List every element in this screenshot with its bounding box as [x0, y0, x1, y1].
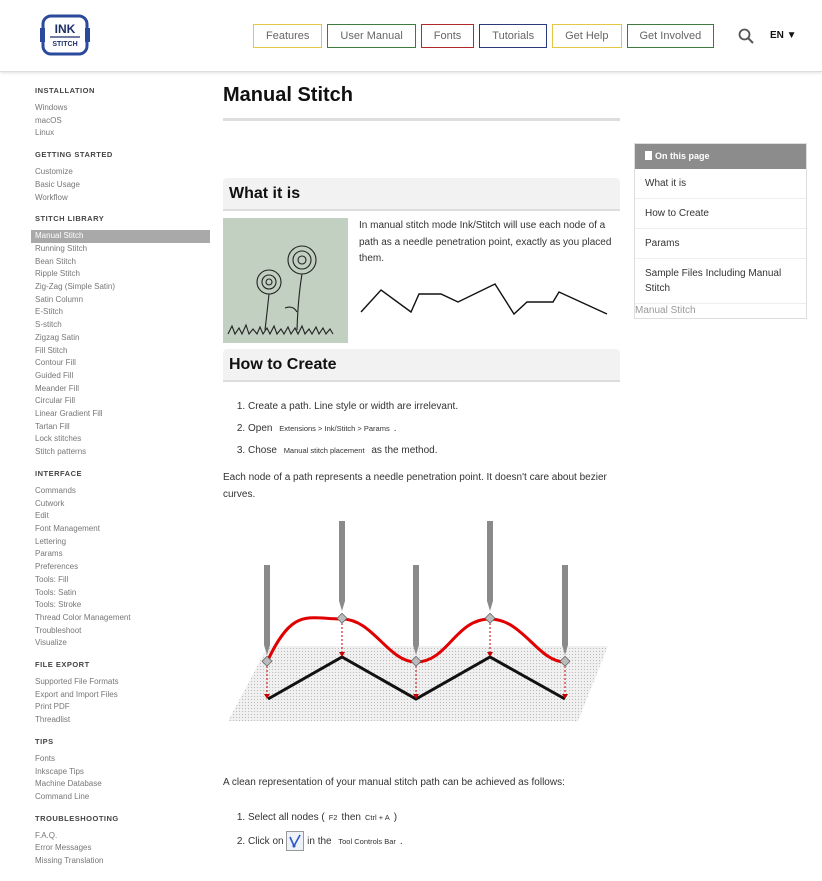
step-create-path: 1. Create a path. Line style or width are irrelevant. [248, 396, 620, 418]
language-selector[interactable]: EN ▼ [770, 30, 797, 41]
sidebar-link[interactable]: Preferences [35, 562, 79, 572]
sidebar-link[interactable]: Lettering [35, 536, 67, 546]
sidebar-section [35, 660, 210, 727]
sidebar-heading: TIPS [35, 736, 54, 746]
clean-steps [223, 806, 620, 854]
sidebar-heading: GETTING STARTED [35, 150, 113, 160]
nav-tutorials[interactable]: Tutorials [479, 24, 547, 48]
sidebar-link[interactable]: Customize [35, 167, 73, 177]
document-icon [645, 151, 652, 160]
logo-text-stitch: STITCH [52, 41, 78, 48]
menu-path-params: Extensions > Ink/Stitch > Params [279, 424, 390, 433]
sidebar-link[interactable]: Stitch patterns [35, 447, 87, 457]
sidebar-link[interactable]: S-stitch [35, 320, 62, 330]
node-description: Each node of a path represents a needle penetration point. It doesn't care about bezier curves. [223, 472, 607, 500]
logo-text-ink: INK [54, 22, 76, 36]
nav-user-manual[interactable]: User Manual [327, 24, 415, 48]
step-select-all-nodes: 1. Select all nodes ( F2 then Ctrl + A ) [248, 806, 620, 830]
sidebar-link[interactable]: Workflow [35, 192, 68, 202]
sidebar-section [35, 737, 210, 804]
sidebar-link[interactable]: Params [35, 549, 63, 559]
sidebar-section [35, 150, 210, 204]
sidebar-link[interactable]: Ripple Stitch [35, 269, 80, 279]
toc-heading: On this page [635, 144, 806, 169]
sidebar-link[interactable]: Zigzag Satin [35, 332, 80, 342]
sidebar-link[interactable]: Troubleshoot [35, 625, 82, 635]
site-header [0, 0, 822, 72]
sidebar-heading: INTERFACE [35, 468, 83, 478]
sidebar-heading: INSTALLATION [35, 86, 95, 95]
sidebar-link[interactable]: Machine Database [35, 779, 102, 789]
sidebar-link[interactable]: Fonts [35, 753, 56, 763]
sidebar-link[interactable]: Export and Import Files [35, 689, 118, 699]
toc-footer-link[interactable]: Manual Stitch [635, 305, 696, 316]
what-it-is-text: In manual stitch mode Ink/Stitch will use each node of a path as a needle penetration point, exactly as you placed them. [359, 220, 612, 264]
sidebar-link[interactable]: Visualize [35, 638, 67, 648]
clean-representation-text: A clean representation of your manual stitch path can be achieved as follows: [223, 777, 565, 788]
page-title: Manual Stitch [223, 84, 620, 121]
sidebar-nav [35, 86, 210, 878]
sidebar-link[interactable]: Missing Translation [35, 856, 104, 866]
section-heading-how-to-create: How to Create [223, 349, 620, 382]
key-f2: F2 [328, 812, 338, 822]
sidebar-link[interactable]: F.A.Q. [35, 830, 58, 840]
main-content [223, 84, 620, 854]
nav-features[interactable]: Features [253, 24, 322, 48]
toc-link-sample-files[interactable]: Sample Files Including Manual Stitch [635, 259, 806, 304]
tool-controls-bar-label: Tool Controls Bar [338, 836, 396, 846]
sidebar-section [35, 214, 210, 459]
sidebar-link[interactable]: macOS [35, 115, 62, 125]
sidebar-link[interactable]: Manual Stitch [31, 230, 210, 243]
sidebar-link[interactable]: Linear Gradient Fill [35, 409, 103, 419]
sidebar-link[interactable]: Windows [35, 103, 68, 112]
sidebar-link[interactable]: Tartan Fill [35, 421, 70, 431]
what-it-is-section [223, 218, 620, 345]
sidebar-link[interactable]: Inkscape Tips [35, 766, 84, 776]
how-to-create-steps [223, 396, 620, 462]
search-icon[interactable] [738, 28, 754, 44]
sidebar-link[interactable]: Cutwork [35, 498, 65, 508]
sidebar-section [35, 814, 210, 868]
sidebar-link[interactable]: Bean Stitch [35, 256, 76, 266]
sidebar-link[interactable]: E-Stitch [35, 307, 64, 317]
toc-link-what-it-is[interactable]: What it is [635, 169, 806, 199]
sidebar-link[interactable]: Edit [35, 511, 49, 521]
sidebar-link[interactable]: Print PDF [35, 702, 70, 712]
sidebar-link[interactable]: Thread Color Management [35, 612, 131, 622]
sidebar-link[interactable]: Zig-Zag (Simple Satin) [35, 282, 116, 292]
key-ctrl-a: Ctrl + A [364, 812, 390, 822]
sidebar-link[interactable]: Error Messages [35, 843, 92, 853]
toc-link-params[interactable]: Params [635, 229, 806, 259]
step-open-params: 2. Open Extensions > Ink/Stitch > Params . [248, 418, 620, 440]
sidebar-link[interactable]: Tools: Fill [35, 574, 69, 584]
sidebar-link[interactable]: Meander Fill [35, 383, 80, 393]
manual-stitch-path-illustration [359, 282, 609, 322]
step-click-tool: 2. Click on in the Tool Controls Bar . [248, 830, 620, 854]
sidebar-link[interactable]: Running Stitch [35, 243, 88, 253]
nav-fonts[interactable]: Fonts [421, 24, 475, 48]
sidebar-link[interactable]: Supported File Formats [35, 677, 119, 687]
nav-get-help[interactable]: Get Help [552, 24, 621, 48]
sidebar-heading: STITCH LIBRARY [35, 214, 105, 224]
method-name: Manual stitch placement [283, 446, 365, 455]
nav-get-involved[interactable]: Get Involved [627, 24, 715, 48]
step-chose-method: 3. Chose Manual stitch placement as the method. [248, 440, 620, 462]
section-heading-what-it-is: What it is [223, 178, 620, 211]
on-this-page-panel [634, 143, 807, 319]
sidebar-link[interactable]: Tools: Stroke [35, 600, 82, 610]
make-selected-segments-lines-icon [286, 831, 304, 851]
inkstitch-logo[interactable] [40, 14, 90, 56]
toc-link-how-to-create[interactable]: How to Create [635, 199, 806, 229]
sidebar-link[interactable]: Guided Fill [35, 370, 74, 380]
embroidered-flowers-photo [223, 218, 348, 343]
sidebar-link[interactable]: Tools: Satin [35, 587, 77, 597]
sidebar-link[interactable]: Lock stitches [35, 434, 82, 444]
sidebar-link[interactable]: Threadlist [35, 715, 71, 725]
sidebar-heading: FILE EXPORT [35, 660, 90, 670]
sidebar-section [35, 469, 210, 650]
sidebar-link[interactable]: Commands [35, 485, 76, 495]
sidebar-heading: TROUBLESHOOTING [35, 813, 119, 823]
sidebar-link[interactable]: Circular Fill [35, 396, 75, 406]
sidebar-section [35, 86, 210, 140]
sidebar-link[interactable]: Basic Usage [35, 179, 80, 189]
sidebar-link[interactable]: Contour Fill [35, 358, 76, 368]
main-nav [253, 24, 714, 48]
sidebar-link[interactable]: Font Management [35, 523, 100, 533]
sidebar-link[interactable]: Fill Stitch [35, 345, 68, 355]
needle-penetration-diagram [223, 521, 620, 751]
sidebar-link[interactable]: Linux [35, 128, 55, 138]
sidebar-link[interactable]: Command Line [35, 791, 90, 801]
sidebar-link[interactable]: Satin Column [35, 294, 84, 304]
